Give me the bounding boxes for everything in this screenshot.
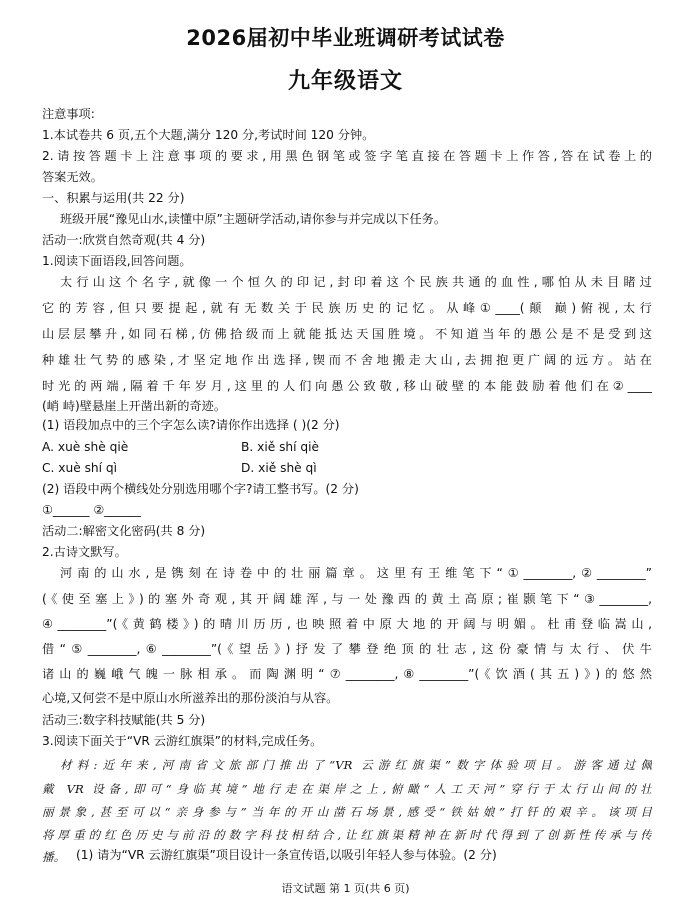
notice-label: 注意事项: [42,107,95,121]
passage-2-line: ④________”(《黄鹤楼》)的晴川历历,也映照着中原大地的开阔与明媚。杜甫登临嵩山, [42,617,652,631]
passage-1-line: 山层层攀升,如同石梯,仿佛拾级而上就能抵达天国胜境。不知道当年的愚公是不是受到这 [42,327,652,341]
passage-2-line: 诸山的巍峨气魄一脉相承。而陶渊明“⑦________,⑧________”(《饮酒(其五)》)的悠然 [42,667,652,681]
question-1-sub-1: (1) 语段加点中的三个字怎么读?请你作出选择 ( )(2 分) [42,418,340,432]
option-d: D. xiě shè qì [241,461,317,475]
page-footer: 语文试题 第 1 页(共 6 页) [281,882,410,895]
question-2-prompt: 2.古诗文默写。 [42,545,127,559]
question-1-prompt: 1.阅读下面语段,回答问题。 [42,254,192,268]
material-line: 丽景象,甚至可以“亲身参与”当年的开山凿石场景,感受“铁姑娘”打钎的艰辛。该项目 [42,805,652,819]
activity-1-heading: 活动一:欣赏自然奇观(共 4 分) [42,233,206,247]
notice-line-1: 1.本试卷共 6 页,五个大题,满分 120 分,考试时间 120 分钟。 [42,128,375,142]
passage-1-line: 太行山这个名字,就像一个恒久的印记,封印着这个民族共通的血性,哪怕从未目睹过 [60,275,652,289]
activity-3-heading: 活动三:数字科技赋能(共 5 分) [42,713,206,727]
notice-line-3: 答案无效。 [42,170,103,184]
passage-2-line: 河南的山水,是镌刻在诗卷中的壮丽篇章。这里有王维笔下“①________,②________” [60,566,652,580]
option-a: A. xuè shè qiè [42,440,129,454]
option-c: C. xuè shí qì [42,461,118,475]
option-b: B. xiě shí qiè [241,440,320,454]
section-1-heading: 一、积累与运用(共 22 分) [42,191,185,205]
passage-2-line: 借“⑤________,⑥________”(《望岳》)抒发了攀登绝顶的壮志,这份豪情与太行、伏牛 [42,642,652,656]
exam-title: 2026届初中毕业班调研考试试卷 [186,26,505,50]
material-line: 戴 VR 设备,即可“身临其境”地行走在渠岸之上,俯瞰“人工天河”穿行于太行山间的壮 [42,782,652,796]
passage-1-line: 种雄壮气势的感染,才坚定地作出选择,锲而不舍地搬走大山,去拥抱更广阔的远方。站在 [42,353,652,367]
passage-1-line: (峭 峙)壁悬崖上开凿出新的奇迹。 [42,399,227,413]
question-1-sub-2: (2) 语段中两个横线处分别选用哪个字?请工整书写。(2 分) [42,482,359,496]
passage-1-line: 时光的两端,隔着千年岁月,这里的人们向愚公致敬,移山破壁的本能鼓励着他们在②____ [42,379,652,393]
passage-2-line: (《使至塞上》)的塞外奇观,其开阔雄浑,与一处豫西的黄土高原;崔颢笔下“③________, [42,592,652,606]
section-1-intro: 班级开展“豫见山水,读懂中原”主题研学活动,请你参与并完成以下任务。 [60,212,447,226]
passage-1-line: 它的芳容,但只要提起,就有无数关于民族历史的记忆。从峰①____(颠 巅)俯视,太行 [42,301,652,315]
material-line: 材料:近年来,河南省文旅部门推出了“VR 云游红旗渠”数字体验项目。游客通过佩 [60,758,652,772]
material-line: 将厚重的红色历史与前沿的数字科技相结合,让红旗渠精神在新时代得到了创新性传承与传 [42,828,652,842]
passage-2-line: 心境,又何尝不是中原山水所滋养出的那份淡泊与从容。 [42,691,339,705]
notice-line-2: 2.请按答题卡上注意事项的要求,用黑色钢笔或签字笔直接在答题卡上作答,答在试卷上的 [42,149,652,163]
question-3-sub-1: (1) 请为“VR 云游红旗渠”项目设计一条宣传语,以吸引年轻人参与体验。(2 分) [76,848,497,862]
activity-2-heading: 活动二:解密文化密码(共 8 分) [42,524,206,538]
material-line: 播。 [42,850,66,864]
question-3-prompt: 3.阅读下面关于“VR 云游红旗渠”的材料,完成任务。 [42,734,323,748]
exam-subject: 九年级语文 [287,69,403,94]
answer-blanks: ①______ ②______ [42,503,141,517]
